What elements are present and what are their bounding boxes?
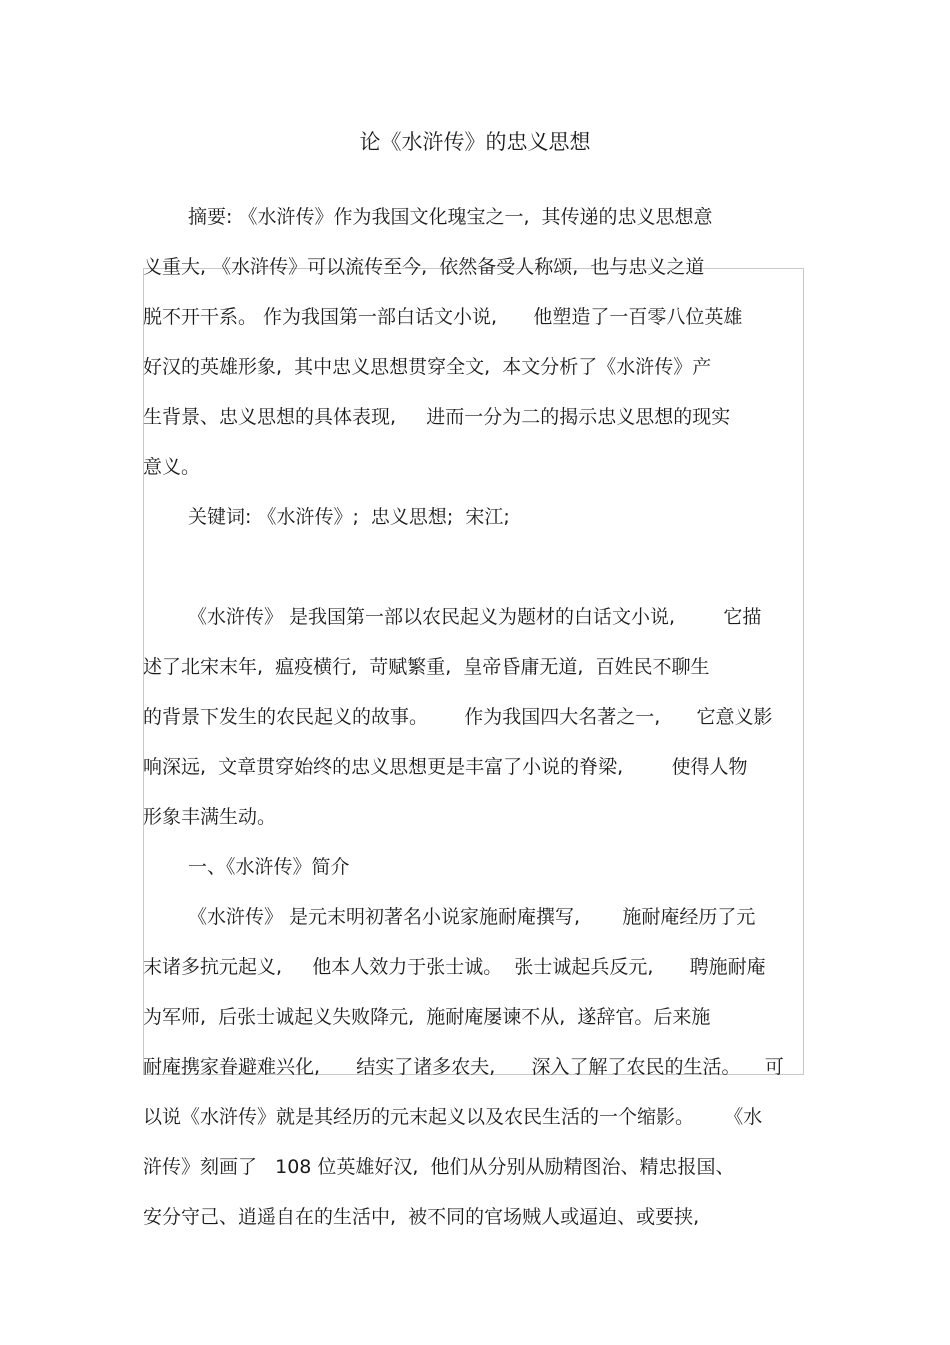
section1-line: 以说《水浒传》就是其经历的元末起义以及农民生活的一个缩影。 《水 — [143, 1106, 763, 1128]
section1-line: 末诸多抗元起义, 他本人效力于张士诚。 张士诚起兵反元, 聘施耐庵 — [143, 956, 766, 978]
intro-line: 响深远, 文章贯穿始终的忠义思想更是丰富了小说的脊梁, 使得人物 — [143, 756, 748, 778]
abstract-line: 脱不开干系。 作为我国第一部白话文小说, 他塑造了一百零八位英雄 — [143, 306, 743, 328]
intro-line: 的背景下发生的农民起义的故事。 作为我国四大名著之一, 它意义影 — [143, 706, 773, 728]
abstract-line: 好汉的英雄形象, 其中忠义思想贯穿全文, 本文分析了《水浒传》产 — [143, 356, 712, 378]
keywords-line: 关键词: 《水浒传》; 忠义思想; 宋江; — [188, 506, 510, 528]
intro-line: 《水浒传》 是我国第一部以农民起义为题材的白话文小说, 它描 — [188, 606, 762, 628]
section-heading: 一、《水浒传》简介 — [188, 856, 350, 878]
abstract-line: 义重大, 《水浒传》可以流传至今, 依然备受人称颂, 也与忠义之道 — [143, 256, 705, 278]
intro-line: 述了北宋末年, 瘟疫横行, 苛赋繁重, 皇帝昏庸无道, 百姓民不聊生 — [143, 656, 710, 678]
abstract-line: 生背景、忠义思想的具体表现, 进而一分为二的揭示忠义思想的现实 — [143, 406, 731, 428]
section1-line: 《水浒传》 是元末明初著名小说家施耐庵撰写, 施耐庵经历了元 — [188, 906, 756, 928]
intro-line: 形象丰满生动。 — [143, 806, 277, 828]
abstract-line: 意义。 — [143, 456, 201, 478]
section1-line: 安分守己、逍遥自在的生活中, 被不同的官场贼人或逼迫、或要挟, — [143, 1206, 700, 1228]
abstract-line: 摘要: 《水浒传》作为我国文化瑰宝之一, 其传递的忠义思想意 — [188, 206, 713, 228]
section1-line: 耐庵携家眷避难兴化, 结实了诸多农夫, 深入了解了农民的生活。 可 — [143, 1056, 784, 1078]
section1-line: 为军师, 后张士诚起义失败降元, 施耐庵屡谏不从, 遂辞官。后来施 — [143, 1006, 711, 1028]
document-title: 论《水浒传》的忠义思想 — [359, 130, 591, 154]
section1-line: 浒传》刻画了 108 位英雄好汉, 他们从分别从励精图治、精忠报国、 — [143, 1156, 735, 1178]
